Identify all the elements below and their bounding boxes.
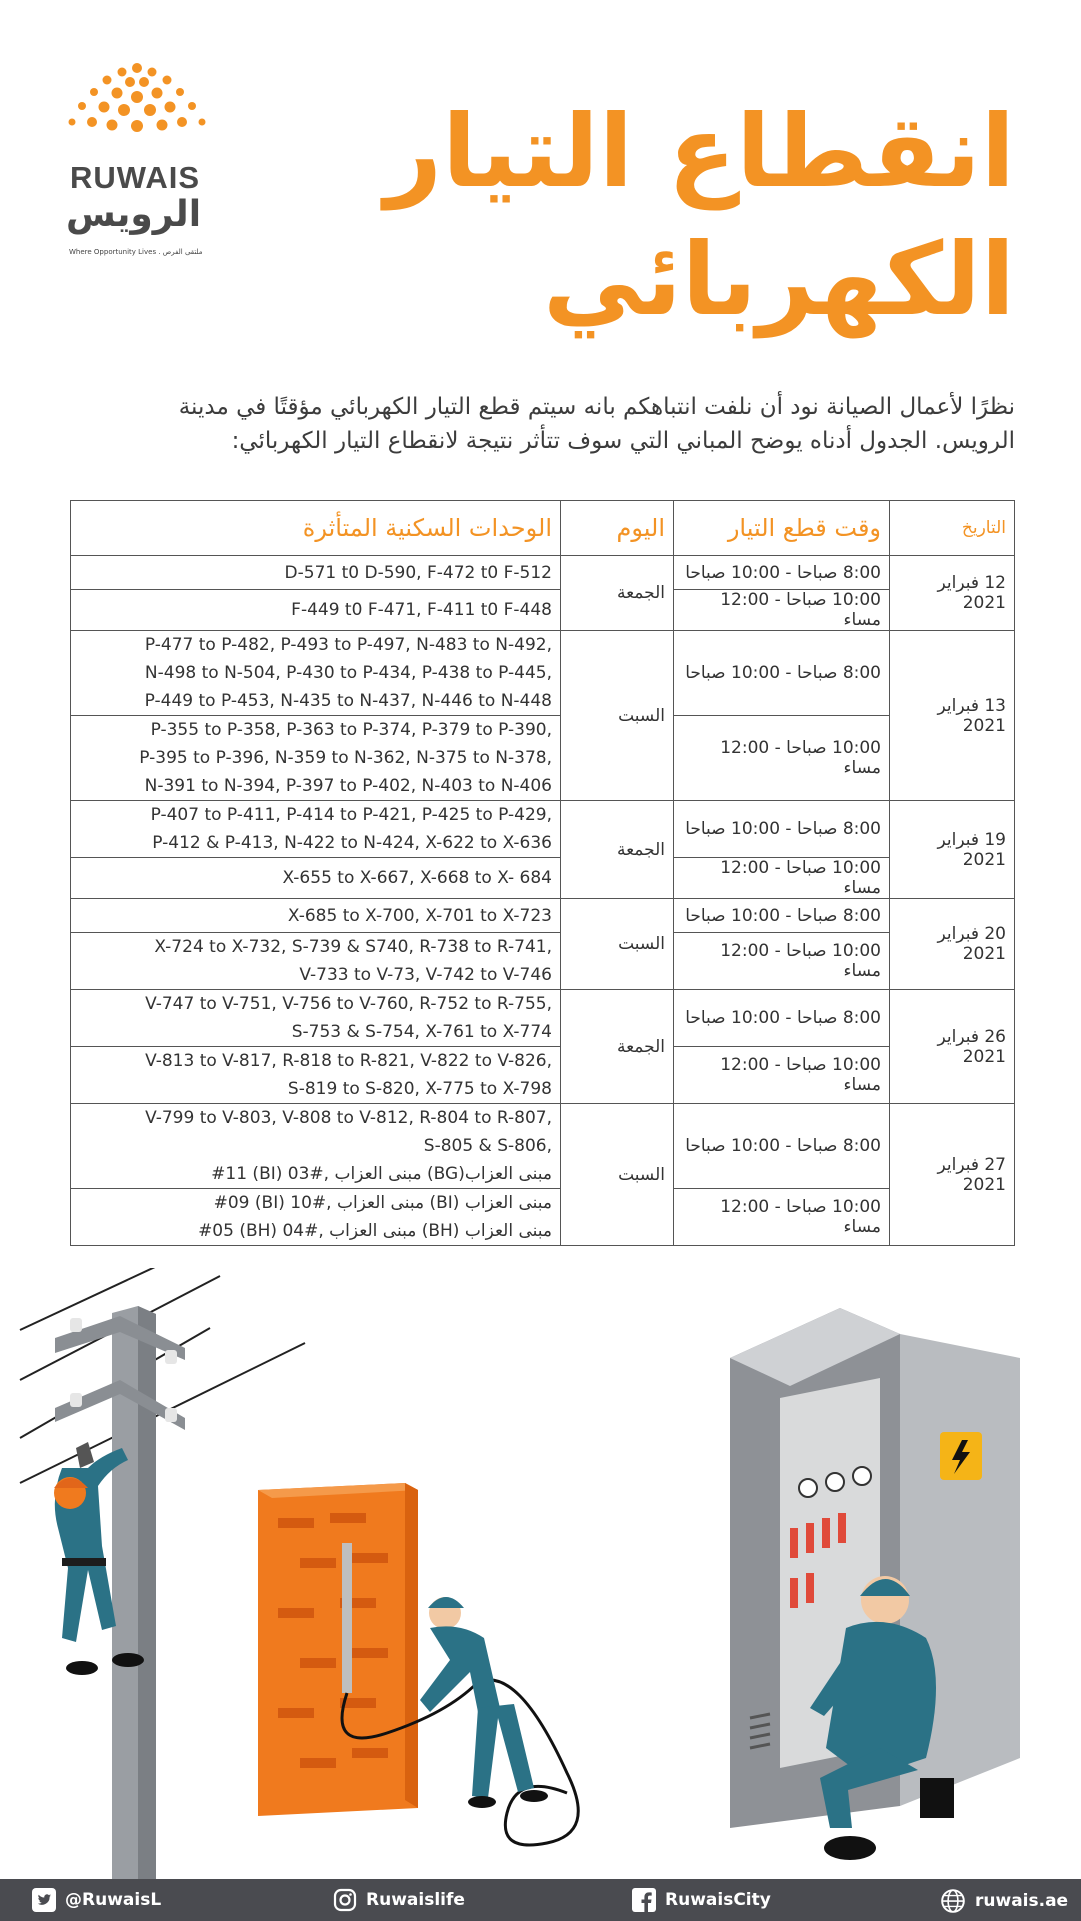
ruwais-logo bbox=[62, 60, 222, 260]
cell-date: 12 فبراير 2021 bbox=[890, 556, 1015, 631]
units-line: #05 (BH) مبنى العزاب ,#04 (BH) مبنى العزاب bbox=[198, 1221, 552, 1241]
title-line-2: الكهربائي bbox=[542, 221, 1015, 338]
table-row bbox=[71, 1104, 1015, 1189]
cell-date: 19 فبراير 2021 bbox=[890, 801, 1015, 899]
cell-units bbox=[71, 899, 561, 933]
units-line: P-395 to P-396, N-359 to N-362, N-375 to N-378, bbox=[139, 748, 552, 768]
cell-units bbox=[71, 933, 561, 990]
cell-units bbox=[71, 801, 561, 858]
units-line: V-799 to V-803, V-808 to V-812, R-804 to R-807, bbox=[145, 1108, 552, 1128]
units-line: S-805 & S-806, bbox=[423, 1136, 552, 1156]
cell-time: 10:00 صباحا - 12:00 مساء bbox=[674, 716, 890, 801]
brand-name-ar: الرويس bbox=[66, 194, 202, 235]
table-row bbox=[71, 933, 1015, 990]
cell-time: 8:00 صباحا - 10:00 صباحا bbox=[674, 556, 890, 590]
units-line: P-412 & P-413, N-422 to N-424, X-622 to X-636 bbox=[152, 833, 552, 853]
cell-units bbox=[71, 716, 561, 801]
cell-date: 27 فبراير 2021 bbox=[890, 1104, 1015, 1246]
cell-units bbox=[71, 631, 561, 716]
cell-units bbox=[71, 590, 561, 631]
cell-day: السبت bbox=[561, 899, 674, 990]
twitter-handle: @RuwaisL bbox=[65, 1890, 162, 1910]
cell-time: 8:00 صباحا - 10:00 صباحا bbox=[674, 990, 890, 1047]
cell-time: 10:00 صباحا - 12:00 مساء bbox=[674, 1189, 890, 1246]
units-line: N-498 to N-504, P-430 to P-434, P-438 to P-445, bbox=[144, 663, 552, 683]
cell-units bbox=[71, 1189, 561, 1246]
units-line: X-685 to X-700, X-701 to X-723 bbox=[287, 905, 552, 926]
intro-paragraph bbox=[55, 390, 1015, 458]
power-lines bbox=[20, 1268, 305, 1483]
units-line: S-819 to S-820, X-775 to X-798 bbox=[287, 1079, 552, 1099]
footer-website[interactable] bbox=[940, 1888, 1068, 1914]
logo-dots-icon bbox=[62, 60, 212, 150]
table-row bbox=[71, 556, 1015, 590]
units-line: #09 (BI) مبنى العزاب ,#10 (BI) مبنى العزاب bbox=[213, 1193, 552, 1213]
cell-day: الجمعة bbox=[561, 556, 674, 631]
units-line: X-655 to X-667, X-668 to X- 684 bbox=[282, 868, 552, 888]
cell-units bbox=[71, 1104, 561, 1189]
table-row bbox=[71, 801, 1015, 858]
table-row bbox=[71, 631, 1015, 716]
cell-units bbox=[71, 858, 561, 899]
cell-day: الجمعة bbox=[561, 801, 674, 899]
units-line: P-477 to P-482, P-493 to P-497, N-483 to N-492, bbox=[144, 635, 552, 655]
units-line: F-449 t0 F-471, F-411 t0 F-448 bbox=[291, 600, 552, 620]
cell-time: 10:00 صباحا - 12:00 مساء bbox=[674, 590, 890, 631]
header-date: التاريخ bbox=[890, 501, 1015, 556]
page-title bbox=[385, 88, 1015, 344]
table-row bbox=[71, 990, 1015, 1047]
cell-units bbox=[71, 990, 561, 1047]
table-row bbox=[71, 899, 1015, 933]
maintenance-workers-illustration bbox=[0, 1268, 1081, 1880]
cell-day: السبت bbox=[561, 631, 674, 801]
cell-date: 20 فبراير 2021 bbox=[890, 899, 1015, 990]
brand-name-en: RUWAIS bbox=[70, 160, 200, 195]
cell-time: 10:00 صباحا - 12:00 مساء bbox=[674, 933, 890, 990]
cell-units bbox=[71, 556, 561, 590]
intro-line-1: نظرًا لأعمال الصيانة نود أن نلفت انتباهكم بانه سيتم قطع التيار الكهربائي مؤقتًا في مدينة bbox=[178, 394, 1015, 420]
units-line: N-391 to N-394, P-397 to P-402, N-403 to N-406 bbox=[144, 776, 552, 796]
website-url: ruwais.ae bbox=[975, 1891, 1069, 1911]
footer-twitter[interactable] bbox=[32, 1888, 161, 1912]
units-line: #11 (BI) مبنى العزاب ,#03 (BG)مبنى العزاب bbox=[211, 1164, 552, 1184]
units-line: P-407 to P-411, P-414 to P-421, P-425 to P-429, bbox=[150, 805, 552, 825]
cell-time: 10:00 صباحا - 12:00 مساء bbox=[674, 858, 890, 899]
table-row bbox=[71, 590, 1015, 631]
facebook-handle: RuwaisCity bbox=[665, 1890, 771, 1910]
footer-bar bbox=[0, 1879, 1081, 1921]
cell-date: 26 فبراير 2021 bbox=[890, 990, 1015, 1104]
table-header-row bbox=[71, 501, 1015, 556]
facebook-icon bbox=[632, 1888, 656, 1912]
units-line: X-724 to X-732, S-739 & S740, R-738 to R-741, bbox=[154, 937, 552, 957]
cell-time: 8:00 صباحا - 10:00 صباحا bbox=[674, 631, 890, 716]
cell-units bbox=[71, 1047, 561, 1104]
footer-facebook[interactable] bbox=[632, 1888, 771, 1912]
cell-day: السبت bbox=[561, 1104, 674, 1246]
units-line: P-355 to P-358, P-363 to P-374, P-379 to P-390, bbox=[150, 720, 552, 740]
header-day: اليوم bbox=[561, 501, 674, 556]
instagram-handle: Ruwaislife bbox=[366, 1890, 465, 1910]
cell-time: 8:00 صباحا - 10:00 صباحا bbox=[674, 1104, 890, 1189]
cell-day: الجمعة bbox=[561, 990, 674, 1104]
twitter-icon bbox=[32, 1888, 56, 1912]
header-time: وقت قطع التيار bbox=[674, 501, 890, 556]
table-row bbox=[71, 716, 1015, 801]
cable-worker-icon bbox=[420, 1597, 548, 1808]
cell-time: 8:00 صباحا - 10:00 صباحا bbox=[674, 801, 890, 858]
cell-time: 8:00 صباحا - 10:00 صباحا bbox=[674, 899, 890, 933]
units-line: V-747 to V-751, V-756 to V-760, R-752 to R-755, bbox=[145, 994, 552, 1014]
units-line: D-571 t0 D-590, F-472 t0 F-512 bbox=[284, 562, 552, 583]
units-line: V-733 to V-73, V-742 to V-746 bbox=[299, 965, 552, 985]
cell-time: 10:00 صباحا - 12:00 مساء bbox=[674, 1047, 890, 1104]
table-row bbox=[71, 858, 1015, 899]
cell-date: 13 فبراير 2021 bbox=[890, 631, 1015, 801]
brick-wall-icon bbox=[258, 1483, 418, 1816]
instagram-icon bbox=[333, 1888, 357, 1912]
table-row bbox=[71, 1047, 1015, 1104]
units-line: V-813 to V-817, R-818 to R-821, V-822 to V-826, bbox=[145, 1051, 552, 1071]
units-line: P-449 to P-453, N-435 to N-437, N-446 to N-448 bbox=[144, 691, 552, 711]
units-line: S-753 & S-754, X-761 to X-774 bbox=[291, 1022, 552, 1042]
globe-icon bbox=[940, 1888, 966, 1914]
table-row bbox=[71, 1189, 1015, 1246]
outage-schedule-table bbox=[70, 500, 1015, 1246]
intro-line-2: الرويس. الجدول أدناه يوضح المباني التي سوف تتأثر نتيجة لانقطاع التيار الكهربائي: bbox=[231, 428, 1015, 454]
header-units: الوحدات السكنية المتأثرة bbox=[71, 501, 561, 556]
title-line-1: انقطاع التيار bbox=[384, 93, 1015, 210]
brand-tagline: Where Opportunity Lives . ملتقى الفرص bbox=[69, 248, 203, 256]
footer-instagram[interactable] bbox=[333, 1888, 465, 1912]
